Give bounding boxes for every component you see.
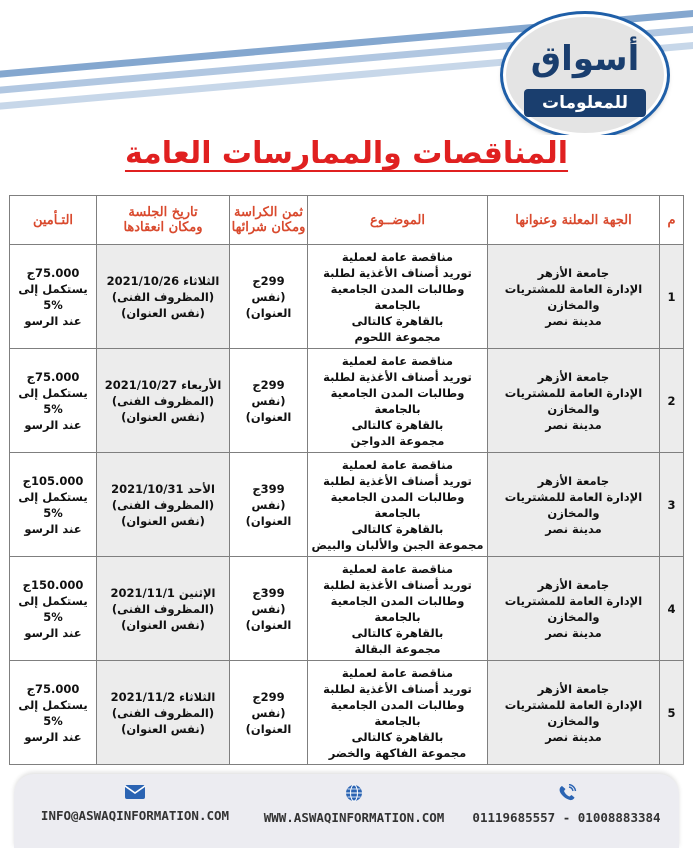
insurance-line: 75.000ج [26, 369, 80, 384]
insurance-line: عند الرسو [24, 417, 82, 432]
price-cell [230, 557, 308, 661]
row-number: 2 [660, 349, 684, 453]
subject-line: مجموعة الدواجن [350, 433, 445, 448]
brand-line-2: للمعلومات [524, 89, 646, 117]
entity-line: مدينة نصر [545, 729, 602, 744]
subject-cell [308, 453, 488, 557]
session-cell [97, 453, 230, 557]
subject-line: وطالبات المدن الجامعية بالجامعة [330, 281, 465, 312]
header-session-line: تاريخ الجلسة [128, 205, 198, 220]
subject-line: وطالبات المدن الجامعية بالجامعة [330, 489, 465, 520]
subject-line: مناقصة عامة لعملية [341, 665, 454, 680]
entity-line: جامعة الأزهر [537, 681, 610, 696]
insurance-line: يستكمل إلى [18, 281, 88, 296]
entity-cell [488, 661, 660, 765]
subject-line: مناقصة عامة لعملية [341, 561, 454, 576]
subject-line: بالقاهرة كالتالى [351, 729, 444, 744]
subject-line: بالقاهرة كالتالى [351, 625, 444, 640]
session-line: (المظروف الفنى) [111, 601, 215, 616]
subject-line: بالقاهرة كالتالى [351, 521, 444, 536]
header-num: م [660, 196, 684, 245]
row-number: 4 [660, 557, 684, 661]
subject-line: توريد أصناف الأغذية لطلبة [323, 369, 472, 384]
subject-line: بالقاهرة كالتالى [351, 313, 444, 328]
entity-line: الإدارة العامة للمشتريات والمخازن [504, 489, 643, 520]
table-row [10, 349, 684, 453]
brand-line-1: أسواق [530, 39, 640, 79]
subject-line: بالقاهرة كالتالى [351, 417, 444, 432]
header-price [230, 196, 308, 245]
insurance-line: 5% [43, 297, 63, 312]
price-cell [230, 453, 308, 557]
header-session-line: ومكان انعقادها [123, 220, 203, 235]
table-row [10, 245, 684, 349]
email-text: INFO@ASWAQINFORMATION.COM [40, 808, 230, 823]
entity-line: الإدارة العامة للمشتريات والمخازن [504, 281, 643, 312]
footer-email[interactable] [30, 784, 240, 823]
insurance-line: يستكمل إلى [18, 385, 88, 400]
subject-line: مجموعة الجبن والألبان والبيض [311, 537, 484, 552]
insurance-cell [10, 557, 97, 661]
session-line: (نفس العنوان) [121, 305, 205, 320]
session-cell [97, 557, 230, 661]
price-line: 299ج [252, 377, 285, 392]
entity-line: مدينة نصر [545, 521, 602, 536]
session-line: الثلاثاء 2021/11/2 [110, 689, 216, 704]
footer-website[interactable] [254, 784, 454, 825]
header-subject: الموضــوع [308, 196, 488, 245]
footer-phones[interactable] [464, 784, 669, 825]
session-line: (المظروف الفنى) [111, 705, 215, 720]
table-header-row [10, 196, 684, 245]
entity-line: الإدارة العامة للمشتريات والمخازن [504, 697, 643, 728]
page-title: المناقصات والممارسات العامة [124, 136, 569, 171]
phone-icon [557, 784, 577, 802]
session-line: (المظروف الفنى) [111, 393, 215, 408]
website-text: WWW.ASWAQINFORMATION.COM [263, 810, 445, 825]
row-number: 1 [660, 245, 684, 349]
phones-text: 01119685557 - 01008883384 [472, 810, 661, 825]
session-line: (نفس العنوان) [121, 409, 205, 424]
subject-cell [308, 349, 488, 453]
price-line: (نفس العنوان) [245, 497, 292, 528]
insurance-cell [10, 349, 97, 453]
entity-line: الإدارة العامة للمشتريات والمخازن [504, 385, 643, 416]
price-line: (نفس العنوان) [245, 705, 292, 736]
insurance-line: عند الرسو [24, 521, 82, 536]
entity-cell [488, 349, 660, 453]
insurance-line: 75.000ج [26, 265, 80, 280]
session-line: (المظروف الفنى) [111, 289, 215, 304]
price-line: 299ج [252, 273, 285, 288]
insurance-cell [10, 661, 97, 765]
price-line: 299ج [252, 689, 285, 704]
entity-line: مدينة نصر [545, 625, 602, 640]
table-row [10, 661, 684, 765]
session-line: الثلاثاء 2021/10/26 [106, 273, 220, 288]
entity-cell [488, 557, 660, 661]
session-line: (نفس العنوان) [121, 617, 205, 632]
insurance-cell [10, 453, 97, 557]
price-line: (نفس العنوان) [245, 601, 292, 632]
session-line: (نفس العنوان) [121, 513, 205, 528]
session-line: (نفس العنوان) [121, 721, 205, 736]
subject-line: وطالبات المدن الجامعية بالجامعة [330, 385, 465, 416]
entity-line: مدينة نصر [545, 313, 602, 328]
header-insurance: التـأمين [10, 196, 97, 245]
header-price-line: ثمن الكراسة [234, 205, 303, 220]
session-cell [97, 349, 230, 453]
brand-logo [503, 14, 667, 135]
session-cell [97, 661, 230, 765]
entity-line: جامعة الأزهر [537, 369, 610, 384]
entity-line: جامعة الأزهر [537, 265, 610, 280]
insurance-line: 5% [43, 713, 63, 728]
insurance-line: 5% [43, 505, 63, 520]
insurance-line: 5% [43, 609, 63, 624]
subject-line: توريد أصناف الأغذية لطلبة [323, 473, 472, 488]
insurance-line: 105.000ج [22, 473, 84, 488]
tenders-table [9, 195, 684, 765]
subject-line: مناقصة عامة لعملية [341, 353, 454, 368]
header-price-line: ومكان شرائها [231, 220, 306, 235]
subject-cell [308, 245, 488, 349]
mail-icon [124, 784, 146, 800]
entity-cell [488, 245, 660, 349]
session-line: الإثنين 2021/11/1 [110, 585, 216, 600]
entity-line: جامعة الأزهر [537, 577, 610, 592]
subject-line: مجموعة اللحوم [354, 329, 441, 344]
table-row [10, 557, 684, 661]
entity-line: مدينة نصر [545, 417, 602, 432]
header-session [97, 196, 230, 245]
subject-line: وطالبات المدن الجامعية بالجامعة [330, 593, 465, 624]
row-number: 5 [660, 661, 684, 765]
insurance-cell [10, 245, 97, 349]
subject-line: مجموعة الفاكهة والخضر [328, 745, 467, 760]
entity-line: جامعة الأزهر [537, 473, 610, 488]
price-line: (نفس العنوان) [245, 289, 292, 320]
session-line: الأربعاء 2021/10/27 [104, 377, 222, 392]
footer-bar [14, 774, 679, 848]
price-line: 399ج [252, 585, 285, 600]
subject-cell [308, 557, 488, 661]
insurance-line: 150.000ج [22, 577, 84, 592]
globe-icon [345, 784, 363, 802]
insurance-line: عند الرسو [24, 313, 82, 328]
price-cell [230, 245, 308, 349]
subject-line: توريد أصناف الأغذية لطلبة [323, 265, 472, 280]
insurance-line: 75.000ج [26, 681, 80, 696]
subject-cell [308, 661, 488, 765]
subject-line: وطالبات المدن الجامعية بالجامعة [330, 697, 465, 728]
insurance-line: عند الرسو [24, 625, 82, 640]
subject-line: مناقصة عامة لعملية [341, 457, 454, 472]
subject-line: مجموعة البقالة [354, 641, 441, 656]
row-number: 3 [660, 453, 684, 557]
session-cell [97, 245, 230, 349]
price-cell [230, 349, 308, 453]
table-row [10, 453, 684, 557]
insurance-line: 5% [43, 401, 63, 416]
price-line: 399ج [252, 481, 285, 496]
session-line: (المظروف الفنى) [111, 497, 215, 512]
subject-line: توريد أصناف الأغذية لطلبة [323, 681, 472, 696]
subject-line: مناقصة عامة لعملية [341, 249, 454, 264]
header-entity: الجهة المعلنة وعنوانها [488, 196, 660, 245]
subject-line: توريد أصناف الأغذية لطلبة [323, 577, 472, 592]
insurance-line: يستكمل إلى [18, 697, 88, 712]
price-line: (نفس العنوان) [245, 393, 292, 424]
insurance-line: عند الرسو [24, 729, 82, 744]
price-cell [230, 661, 308, 765]
insurance-line: يستكمل إلى [18, 489, 88, 504]
entity-cell [488, 453, 660, 557]
entity-line: الإدارة العامة للمشتريات والمخازن [504, 593, 643, 624]
header-banner [0, 0, 693, 135]
insurance-line: يستكمل إلى [18, 593, 88, 608]
session-line: الأحد 2021/10/31 [111, 481, 215, 496]
